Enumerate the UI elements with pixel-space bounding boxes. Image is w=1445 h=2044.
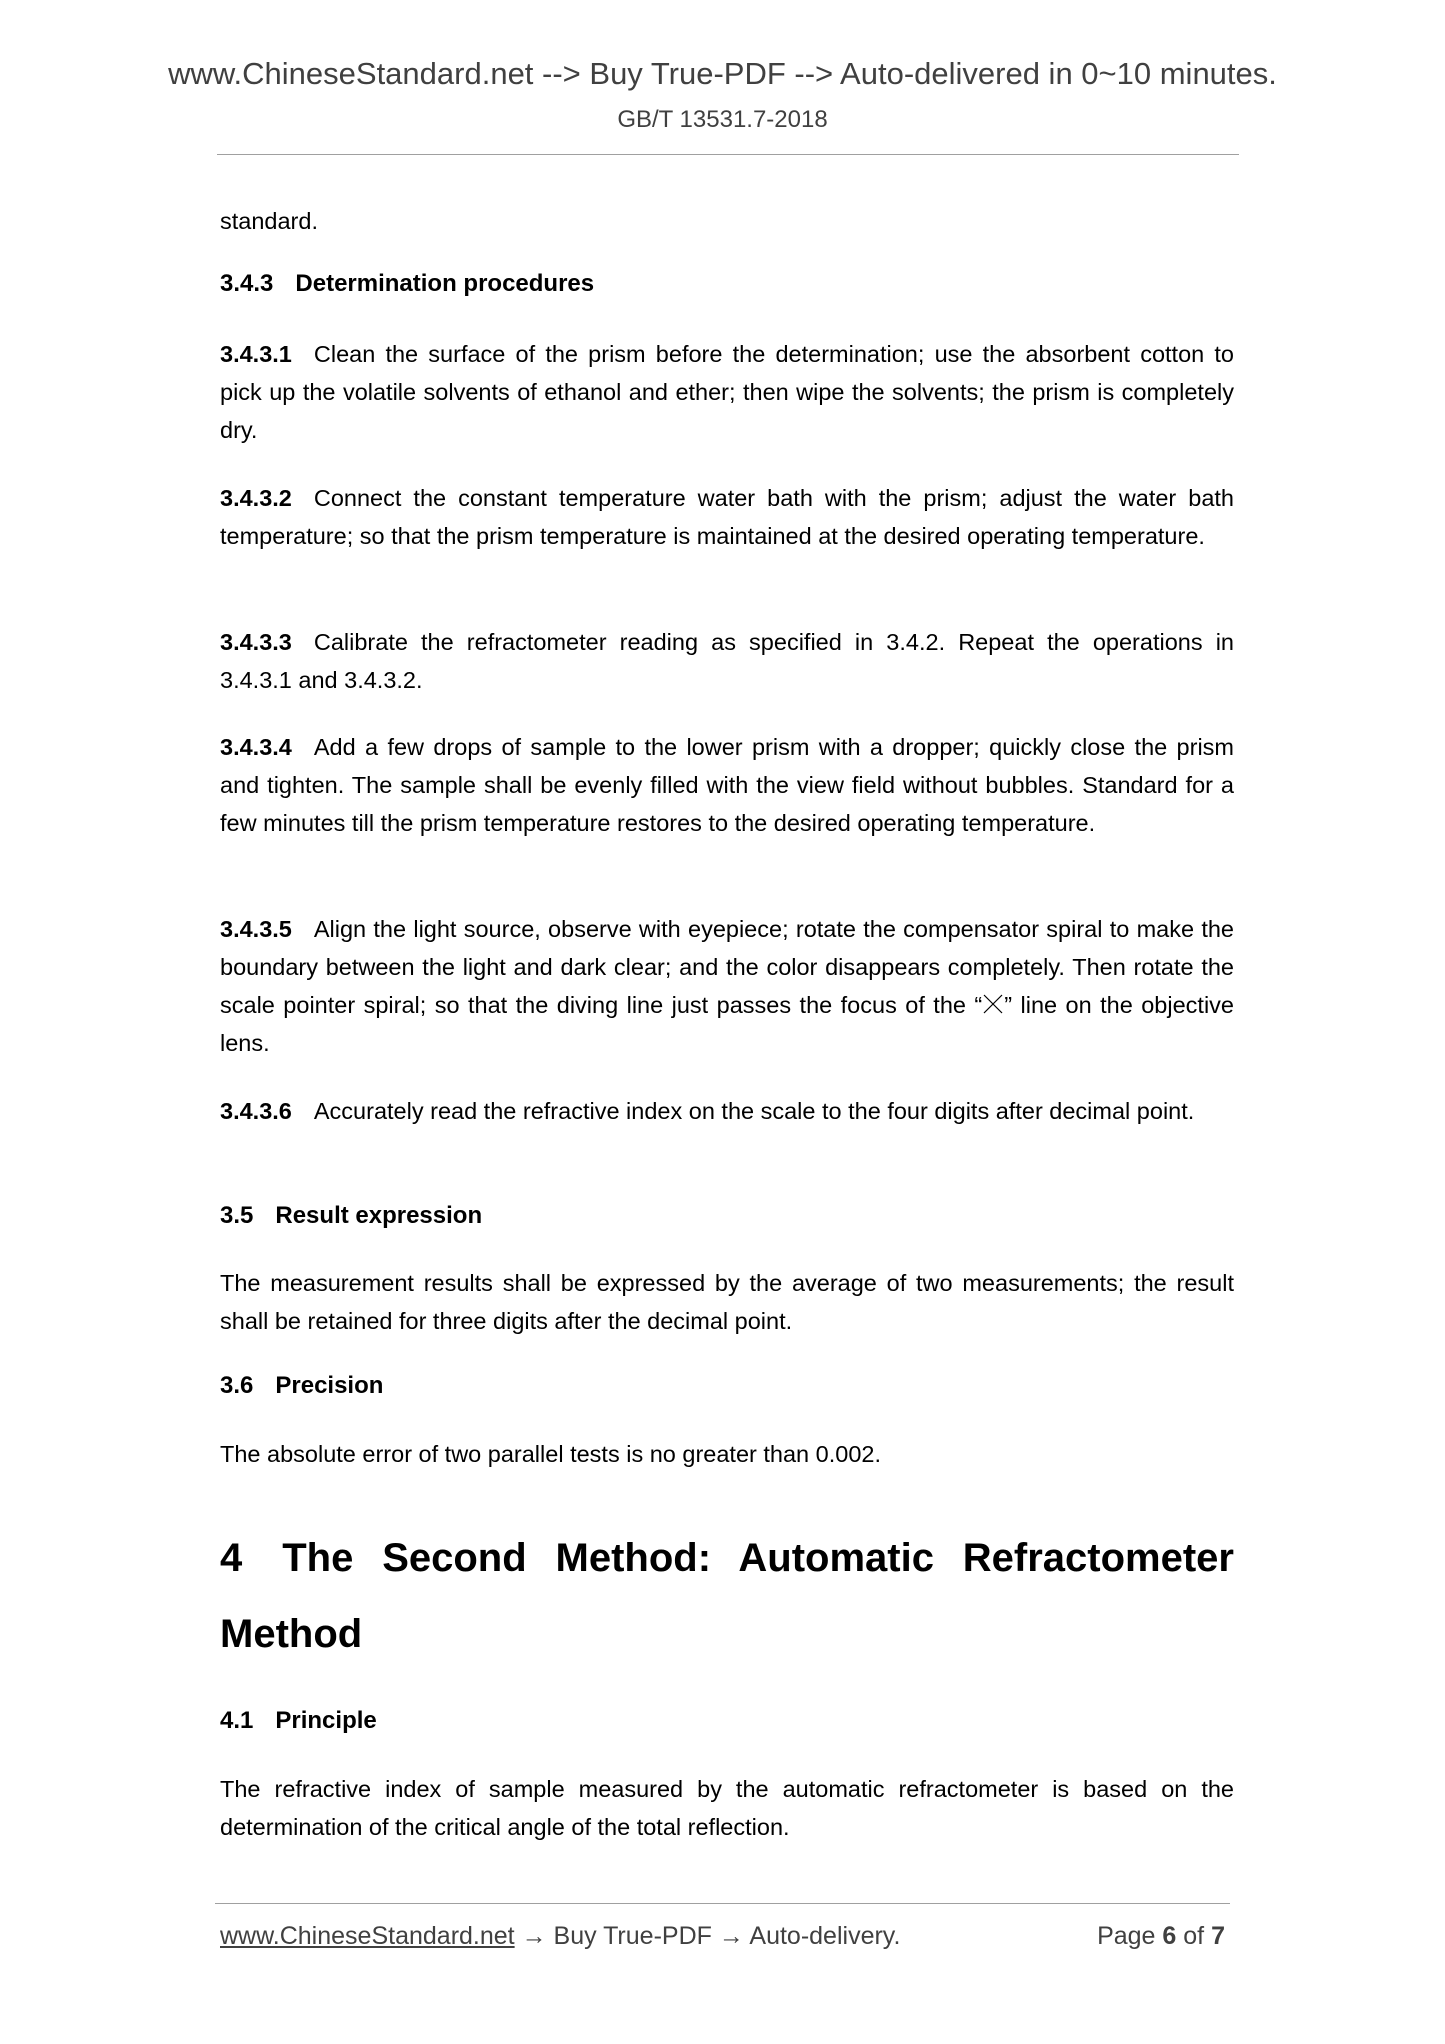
paragraph-3-4-3-4 bbox=[220, 728, 1234, 842]
clause-text: Add a few drops of sample to the lower prism with a dropper; quickly close the prism and tighten. The sample shall be evenly filled with the view field without bubbles. Standard for a few minutes till the prism temperature restores to the desired operating temperature. bbox=[220, 734, 1234, 836]
clause-text: Calibrate the refractometer reading as specified in 3.4.2. Repeat the operations in 3.4.3.1 and 3.4.3.2. bbox=[220, 629, 1234, 693]
chapter-heading-4-line2: Method bbox=[220, 1612, 363, 1656]
section-heading-3-5 bbox=[220, 1202, 482, 1230]
section-title: Result expression bbox=[275, 1202, 483, 1229]
paragraph-3-4-3-5 bbox=[220, 910, 1234, 1062]
paragraph-3-4-3-2 bbox=[220, 479, 1234, 555]
clause-number: 3.4.3.2 bbox=[220, 485, 292, 511]
clause-text: Accurately read the refractive index on the scale to the four digits after decimal point. bbox=[313, 1098, 1195, 1124]
of-label: of bbox=[1183, 1922, 1205, 1950]
chapter-heading-4 bbox=[220, 1520, 1234, 1596]
clause-number: 3.4.3.1 bbox=[220, 341, 292, 367]
paragraph-3-4-3-1 bbox=[220, 335, 1234, 449]
clause-text-end: ” line on the objective lens. bbox=[220, 992, 1234, 1056]
section-number: 3.4.3 bbox=[220, 270, 274, 297]
document-id: GB/T 13531.7-2018 bbox=[617, 106, 828, 133]
clause-number: 3.4.3.6 bbox=[220, 1098, 292, 1124]
chapter-number: 4 bbox=[220, 1536, 243, 1580]
section-title: Precision bbox=[275, 1372, 384, 1399]
section-title: Principle bbox=[275, 1707, 377, 1734]
paragraph-principle: The refractive index of sample measured by the automatic refractometer is based on the determination of the critical angle of the total reflection. bbox=[220, 1776, 1234, 1840]
page-indicator bbox=[1097, 1922, 1225, 1951]
continued-text: standard. bbox=[220, 208, 318, 234]
clause-text: Clean the surface of the prism before the determination; use the absorbent cotton to pick up the volatile solvents of ethanol and ether; then wipe the solvents; the prism is completely dry. bbox=[220, 341, 1234, 443]
page-label: Page bbox=[1097, 1922, 1156, 1950]
paragraph-result-expression: The measurement results shall be expressed by the average of two measurements; the result shall be retained for three digits after the decimal point. bbox=[220, 1270, 1234, 1334]
header-divider bbox=[217, 154, 1239, 155]
footer-divider bbox=[215, 1903, 1230, 1904]
page-total: 7 bbox=[1211, 1922, 1225, 1950]
clause-number: 3.4.3.5 bbox=[220, 916, 292, 942]
header-banner: www.ChineseStandard.net --> Buy True-PDF --> Auto-delivered in 0~10 minutes. bbox=[168, 56, 1277, 91]
paragraph-3-4-3-3 bbox=[220, 623, 1234, 699]
section-heading-3-4-3 bbox=[220, 270, 594, 298]
clause-text: Align the light source, observe with eyepiece; rotate the compensator spiral to make the boundary between the light and dark clear; and the color disappears completely. Then rotate the scale pointer spiral; so that the diving line just passes the focus of the “ bbox=[220, 916, 1234, 1018]
clause-text: Connect the constant temperature water bath with the prism; adjust the water bath temperature; so that the prism temperature is maintained at the desired operating temperature. bbox=[220, 485, 1234, 549]
paragraph-3-4-3-6 bbox=[220, 1092, 1234, 1130]
section-number: 3.5 bbox=[220, 1202, 254, 1229]
footer-text bbox=[220, 1922, 900, 1951]
clause-number: 3.4.3.4 bbox=[220, 734, 292, 760]
footer-rest: → Buy True-PDF → Auto-delivery. bbox=[514, 1922, 901, 1950]
section-number: 4.1 bbox=[220, 1707, 254, 1734]
section-heading-4-1 bbox=[220, 1707, 377, 1735]
page-number: 6 bbox=[1162, 1922, 1177, 1950]
footer-link[interactable]: www.ChineseStandard.net bbox=[220, 1922, 515, 1950]
section-number: 3.6 bbox=[220, 1372, 254, 1399]
clause-number: 3.4.3.3 bbox=[220, 629, 292, 655]
paragraph-precision: The absolute error of two parallel tests is no greater than 0.002. bbox=[220, 1441, 881, 1467]
chapter-title-line1: The Second Method: Automatic Refractometer bbox=[282, 1536, 1234, 1580]
section-title: Determination procedures bbox=[295, 270, 595, 297]
cross-mark-icon bbox=[982, 993, 1004, 1015]
section-heading-3-6 bbox=[220, 1372, 383, 1400]
